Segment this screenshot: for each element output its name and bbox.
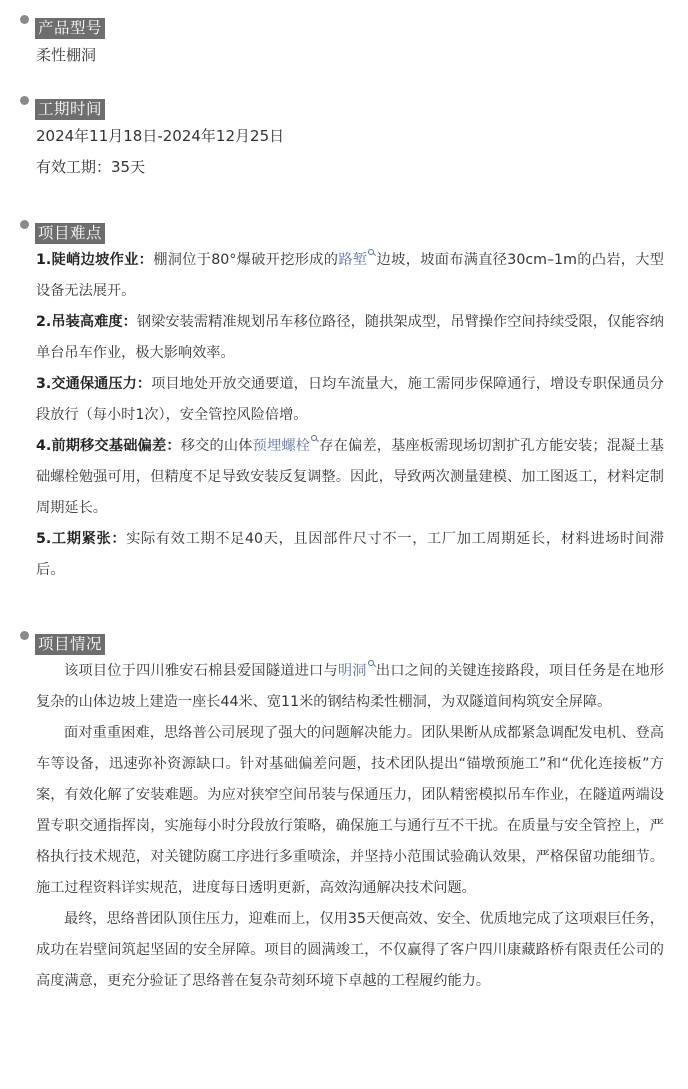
keyword-link[interactable]: 预埋螺栓 [252, 438, 311, 454]
situation-paragraph-3: 最终，思络普团队顶住压力，迎难而上，仅用35天便高效、安全、优质地完成了这项艰巨任务，成功在岩壁间筑起坚固的安全屏障。项目的圆满竣工，不仅赢得了客户四川康藏路桥有限责任公司的高度满意，更充分验证了思络普在复杂苛刻环境下卓越的工程履约能力。 [36, 911, 664, 989]
difficulty-text: 实际有效工期不足40天，且因部件尺寸不一，工厂加工周期延长，材料进场时间滞后。 [36, 531, 665, 578]
difficulty-label: 1.陡峭边坡作业： [36, 252, 154, 268]
difficulty-text: 存在偏差，基座板需现场切割扩孔方能安装；混凝土基础螺栓勉强可用，但精度不足导致安装反复调整。因此，导致两次测量建模、加工图返工，材料定制周期延长。 [36, 438, 664, 516]
section-title: 项目难点 [35, 223, 105, 244]
section-schedule [0, 95, 688, 183]
difficulty-item-3 [36, 369, 664, 431]
schedule-effective: 有效工期：35天 [36, 158, 146, 176]
situation-paragraph-2: 面对重重困难，思络普公司展现了强大的问题解决能力。团队果断从成都紧急调配发电机、登高车等设备，迅速弥补资源缺口。针对基础偏差问题，技术团队提出“锚墩预施工”和“优化连接板”方案，有效化解了安装难题。为应对狭窄空间吊装与保通压力，团队精密模拟吊车作业，在隧道两端设置专职交通指挥岗，实施每小时分段放行策略，确保施工与通行互不干扰。在质量与安全管控上，严格执行技术规范，对关键防腐工序进行多重喷涂，并坚持小范围试验确认效果，严格保留功能细节。施工过程资料详实规范，进度每日透明更新，高效沟通解决技术问题。 [36, 725, 664, 896]
section-situation [0, 630, 688, 997]
bullet-dot-icon [20, 631, 29, 640]
difficulty-item-4 [36, 431, 664, 524]
schedule-dates: 2024年11月18日-2024年12月25日 [36, 127, 285, 145]
section-heading [0, 95, 688, 121]
section-difficulties [0, 219, 688, 586]
paragraph-text: 出口之间的关键连接路段，项目任务是在地形复杂的山体边坡上建造一座长44米、宽11米的钢结构柔性棚洞，为双隧道间构筑安全屏障。 [36, 663, 664, 710]
search-icon[interactable] [311, 435, 319, 443]
difficulty-text: 钢梁安装需精准规划吊车移位路径，随拱架成型，吊臂操作空间持续受限，仅能容纳单台吊车作业，极大影响效率。 [36, 314, 664, 361]
search-icon[interactable] [368, 249, 376, 257]
keyword-link[interactable]: 明洞 [337, 663, 367, 679]
section-title: 项目情况 [35, 634, 105, 655]
difficulty-item-1 [36, 245, 664, 307]
section-title: 工期时间 [35, 99, 105, 120]
difficulty-text: 棚洞位于80°爆破开挖形成的 [153, 252, 339, 268]
product-model-value: 柔性棚洞 [36, 46, 97, 64]
difficulty-label: 2.吊装高难度： [36, 314, 137, 330]
keyword-link[interactable]: 路堑 [338, 252, 368, 268]
difficulty-item-5 [36, 524, 664, 586]
section-title: 产品型号 [35, 18, 105, 39]
bullet-dot-icon [20, 96, 29, 105]
difficulty-text: 移交的山体 [180, 438, 253, 454]
section-heading [0, 14, 688, 40]
difficulty-text: 项目地处开放交通要道，日均车流量大，施工需同步保障通行，增设专职保通员分段放行（每小时1次），安全管控风险倍增。 [36, 376, 664, 423]
difficulty-item-2 [36, 307, 664, 369]
difficulty-label: 3.交通保通压力： [36, 376, 152, 392]
bullet-dot-icon [20, 15, 29, 24]
section-heading [0, 219, 688, 245]
situation-paragraph-1 [36, 656, 664, 718]
section-heading [0, 630, 688, 656]
difficulty-text: 边坡，坡面布满直径30cm–1m的凸岩，大型设备无法展开。 [36, 252, 664, 299]
section-product-model [0, 14, 688, 71]
search-icon[interactable] [368, 660, 376, 668]
bullet-dot-icon [20, 220, 29, 229]
paragraph-text: 该项目位于四川雅安石棉县爱国隧道进口与 [64, 663, 338, 679]
difficulty-label: 5.工期紧张： [36, 531, 127, 547]
difficulty-label: 4.前期移交基础偏差： [36, 438, 181, 454]
